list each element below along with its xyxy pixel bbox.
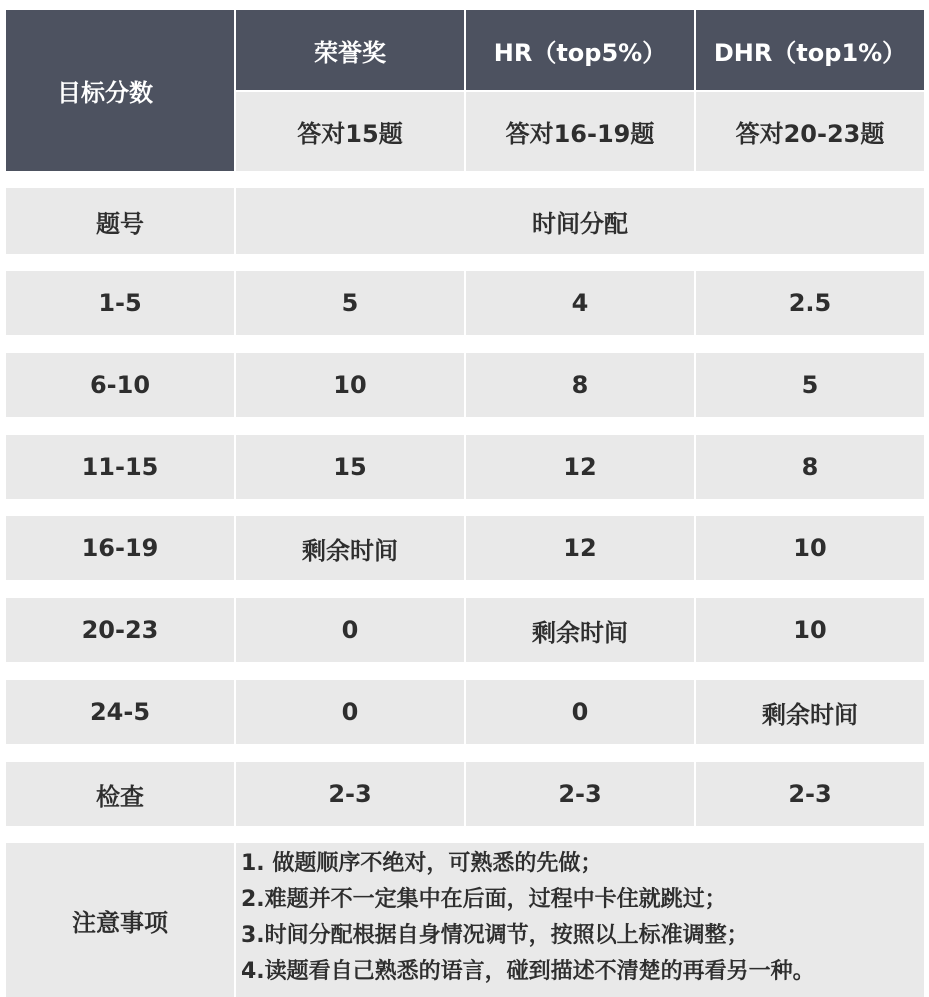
row-col3 [696, 353, 924, 417]
time-value: 5 [801, 371, 819, 399]
row-col2 [466, 516, 694, 580]
row-question [6, 598, 234, 662]
col2-sub-cell [466, 92, 694, 171]
question-range: 检查 [96, 782, 144, 811]
row-question [6, 353, 234, 417]
time-value: 12 [563, 534, 597, 562]
notes-label: 注意事项 [72, 908, 168, 937]
time-value: 5 [341, 289, 359, 317]
row-col3 [696, 762, 924, 826]
time-value: 剩余时间 [532, 618, 628, 647]
question-range: 16-19 [81, 534, 159, 562]
row-question [6, 435, 234, 499]
col1-subtitle: 答对15题 [297, 120, 403, 148]
row-col3 [696, 271, 924, 335]
row-col2 [466, 271, 694, 335]
row-col1 [236, 435, 464, 499]
row-col2 [466, 680, 694, 744]
time-value: 8 [571, 371, 589, 399]
row-question [6, 762, 234, 826]
time-value: 2-3 [788, 780, 832, 808]
time-value: 8 [801, 453, 819, 481]
col3-subtitle: 答对20-23题 [735, 120, 885, 148]
time-value: 10 [793, 616, 827, 644]
row-col1 [236, 271, 464, 335]
time-value: 0 [341, 616, 359, 644]
col3-title-cell [696, 10, 924, 90]
time-value: 15 [333, 453, 367, 481]
time-value: 4 [571, 289, 589, 317]
row-question [6, 271, 234, 335]
notes-list [241, 846, 815, 990]
time-allocation-header [236, 188, 924, 254]
question-number-header [6, 188, 234, 254]
row-col3 [696, 680, 924, 744]
row-col2 [466, 598, 694, 662]
row-col3 [696, 435, 924, 499]
question-range: 1-5 [98, 289, 142, 317]
note-item: 1. 做题顺序不绝对，可熟悉的先做； [241, 851, 603, 876]
time-allocation-label: 时间分配 [532, 209, 628, 238]
row-question [6, 680, 234, 744]
col1-title-cell [236, 10, 464, 90]
honor-award-title: 荣誉奖 [314, 38, 386, 67]
row-col1 [236, 353, 464, 417]
col3-sub-cell [696, 92, 924, 171]
target-score-header [6, 10, 234, 171]
time-value: 2.5 [788, 289, 832, 317]
time-value: 10 [333, 371, 367, 399]
note-item: 2.难题并不一定集中在后面，过程中卡住就跳过； [241, 887, 727, 912]
col1-sub-cell [236, 92, 464, 171]
row-col1 [236, 598, 464, 662]
row-col1 [236, 516, 464, 580]
row-col2 [466, 762, 694, 826]
row-question [6, 516, 234, 580]
col2-title-cell [466, 10, 694, 90]
question-range: 6-10 [89, 371, 151, 399]
time-value: 0 [571, 698, 589, 726]
row-col1 [236, 680, 464, 744]
dhr-title: DHR（top1%） [713, 38, 907, 67]
note-item: 3.时间分配根据自身情况调节，按照以上标准调整； [241, 923, 749, 948]
col2-subtitle: 答对16-19题 [505, 120, 655, 148]
time-value: 剩余时间 [762, 700, 858, 729]
row-col2 [466, 435, 694, 499]
question-range: 24-5 [89, 698, 151, 726]
note-item: 4.读题看自己熟悉的语言，碰到描述不清楚的再看另一种。 [241, 959, 815, 984]
row-col3 [696, 598, 924, 662]
hr-title: HR（top5%） [493, 38, 667, 67]
time-value: 剩余时间 [302, 536, 398, 565]
row-col2 [466, 353, 694, 417]
time-value: 0 [341, 698, 359, 726]
question-range: 20-23 [81, 616, 159, 644]
time-value: 10 [793, 534, 827, 562]
target-score-label: 目标分数 [57, 79, 153, 107]
question-range: 11-15 [81, 453, 159, 481]
row-col1 [236, 762, 464, 826]
time-value: 12 [563, 453, 597, 481]
question-number-label: 题号 [96, 209, 144, 238]
notes-label-cell [6, 843, 234, 997]
row-col3 [696, 516, 924, 580]
time-value: 2-3 [558, 780, 602, 808]
time-value: 2-3 [328, 780, 372, 808]
